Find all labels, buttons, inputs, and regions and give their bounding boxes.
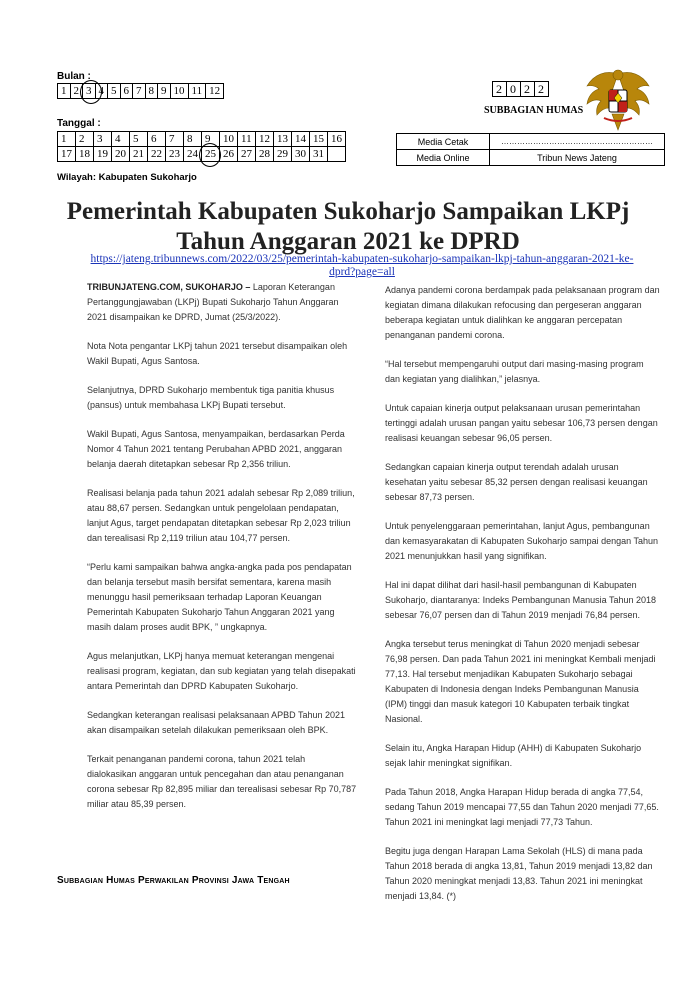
date-cell: 4: [112, 132, 130, 147]
date-cell: 3: [94, 132, 112, 147]
date-cell: 23: [166, 147, 184, 162]
article-paragraph: Pada Tahun 2018, Angka Harapan Hidup berada di angka 77,54, sedang Tahun 2019 mencapai 77,55 dan Tahun 2020 menjadi 77,65. Tahun 2021 ini meningkat lagi menjadi 77,73 Tahun.: [385, 787, 659, 827]
media-table: [396, 133, 665, 166]
article-paragraph: Realisasi belanja pada tahun 2021 adalah sebesar Rp 2,089 triliun, atau 88,67 persen. Sedangkan untuk pengelolaan pendapatan, lanjut Agus, target pendapatan ditetapkan sebesar Rp 2,023 triliun dan terealisasi Rp 2,119 triliun atau 104,77 persen.: [87, 488, 355, 543]
date-cell: [328, 147, 346, 162]
garuda-emblem-icon: [584, 64, 652, 134]
date-cell: 15: [310, 132, 328, 147]
article-paragraph: Sedangkan capaian kinerja output terendah adalah urusan kesehatan yaitu sebesar 85,32 persen dengan realisasi keuangan sebesar 87,73 persen.: [385, 462, 648, 502]
date-cell: 24: [184, 147, 202, 162]
date-grid: [57, 131, 346, 162]
article-paragraph: TRIBUNJATENG.COM, SUKOHARJO – Laporan Keterangan Pertanggungjawaban (LKPj) Bupati Sukoharjo Tahun Anggaran 2021 disampaikan ke DPRD, Jumat (25/3/2022).: [87, 282, 339, 322]
date-cell: 20: [112, 147, 130, 162]
title-line: Tahun Anggaran 2021 ke DPRD: [176, 228, 520, 255]
url-line[interactable]: dprd?page=all: [329, 266, 395, 278]
date-cell: 11: [238, 132, 256, 147]
date-cell: 28: [256, 147, 274, 162]
date-cell: 29: [274, 147, 292, 162]
article-paragraph: Sedangkan keterangan realisasi pelaksanaan APBD Tahun 2021 akan disampaikan setelah dilakukan pemeriksaan oleh BPK.: [87, 710, 346, 735]
article-paragraph: Selain itu, Angka Harapan Hidup (AHH) di Kabupaten Sukoharjo sejak lahir meningkat signifikan.: [385, 743, 642, 768]
date-cell: 22: [148, 147, 166, 162]
article-right-column: [385, 283, 661, 904]
article-paragraph: Wakil Bupati, Agus Santosa, menyampaikan, berdasarkan Perda Nomor 4 Tahun 2021 tentang Perubahan APBD 2021, anggaran belanja daerah ditetapkan sebesar Rp 2,356 triliun.: [87, 429, 345, 469]
date-cell: 21: [130, 147, 148, 162]
media-online-value: Tribun News Jateng: [490, 150, 665, 166]
article-paragraph: Agus melanjutkan, LKPj hanya memuat keterangan mengenai realisasi program, kegiatan, dan sub kegiatan yang telah disepakati antara Pemerintah dan DPRD Kabupaten Sukoharjo.: [87, 651, 356, 691]
article-paragraph: “Perlu kami sampaikan bahwa angka-angka pada pos pendapatan dan belanja tersebut masih bersifat sementara, karena masih menunggu hasil pemeriksaan terhadap Laporan Keuangan Pemerintah Kabupaten Sukoharjo Tahun Anggaran 2021 yang masih dalam proses audit BPK, ” ungkapnya.: [87, 562, 352, 632]
month-cell: 9: [158, 84, 171, 99]
month-cell: 10: [170, 84, 188, 99]
article-paragraph: Untuk capaian kinerja output pelaksanaan urusan pemerintahan tertinggi adalah urusan pangan yaitu sebesar 106,73 persen dengan realisasi keuangan sebesar 96,05 persen.: [385, 403, 658, 443]
month-cell: 12: [206, 84, 224, 99]
media-cetak-label: Media Cetak: [397, 134, 490, 150]
month-cell: 8: [145, 84, 158, 99]
date-cell: 5: [130, 132, 148, 147]
date-cell: 2: [76, 132, 94, 147]
article-paragraph: Untuk penyelenggaraan pemerintahan, lanjut Agus, pembangunan dan kemasyarakatan di Kabupaten Sukoharjo sampai dengan Tahun 2021 menunjukkan hasil yang signifikan.: [385, 521, 659, 561]
date-cell: 14: [292, 132, 310, 147]
article-title: [60, 197, 636, 257]
year-boxes: [492, 81, 549, 97]
date-cell: 18: [76, 147, 94, 162]
article-paragraph: Nota Nota pengantar LKPj tahun 2021 tersebut disampaikan oleh Wakil Bupati, Agus Santosa.: [87, 341, 348, 366]
month-cell: 5: [108, 84, 121, 99]
article-paragraph: Hal ini dapat dilihat dari hasil-hasil pembangunan di Kabupaten Sukoharjo, diantaranya: Indeks Pembangunan Manusia Tahun 2018 sebesar 76,07 persen dan di Tahun 2019 menjadi 76,84 persen.: [385, 580, 657, 620]
article-paragraph: Angka tersebut terus meningkat di Tahun 2020 menjadi sebesar 76,98 persen. Dan pada Tahun 2021 ini meningkat Kembali menjadi 77,13. Hal tersebut menjadikan Kabupaten Sukoharjo sebagai Kabupaten di Indonesia dengan Indeks Pembangunan Manusia (IPM) tinggi dan masuk kategori 10 Kabupaten terbaik tingkat Nasional.: [385, 639, 656, 724]
article-left-column: [87, 280, 357, 812]
month-cell: 11: [188, 84, 206, 99]
month-cell-selected: 3: [83, 84, 96, 99]
media-cetak-value: …………………………………………………: [490, 134, 665, 150]
date-cell: 6: [148, 132, 166, 147]
article-paragraph: Selanjutnya, DPRD Sukoharjo membentuk tiga panitia khusus (pansus) untuk membahasa LKPj Bupati tersebut.: [87, 385, 335, 410]
tanggal-label: Tanggal :: [57, 118, 101, 129]
date-cell: 10: [220, 132, 238, 147]
url-line[interactable]: https://jateng.tribunnews.com/2022/03/25/pemerintah-kabupaten-sukoharjo-sampaikan-lkpj-tahun-anggaran-2021-ke-: [90, 253, 634, 265]
media-online-label: Media Online: [397, 150, 490, 166]
date-cell: 12: [256, 132, 274, 147]
date-cell: 30: [292, 147, 310, 162]
footer-label: Subbagian Humas Perwakilan Provinsi Jawa Tengah: [57, 875, 290, 886]
date-cell: 17: [58, 147, 76, 162]
year-digit: 2: [493, 82, 507, 97]
month-grid: [57, 83, 224, 99]
date-cell: 16: [328, 132, 346, 147]
source-url-link[interactable]: [56, 253, 668, 279]
year-digit: 0: [507, 82, 521, 97]
month-cell: 6: [120, 84, 133, 99]
month-cell: 4: [95, 84, 108, 99]
date-cell: 7: [166, 132, 184, 147]
date-cell: 13: [274, 132, 292, 147]
date-cell: 26: [220, 147, 238, 162]
year-digit: 2: [535, 82, 549, 97]
bulan-label: Bulan :: [57, 71, 91, 82]
year-digit: 2: [521, 82, 535, 97]
title-line: Pemerintah Kabupaten Sukoharjo Sampaikan LKPj: [66, 198, 630, 225]
date-cell: 9: [202, 132, 220, 147]
dept-label: SUBBAGIAN HUMAS: [484, 105, 584, 116]
date-cell-selected: 25: [202, 147, 220, 162]
article-paragraph: Terkait penanganan pandemi corona, tahun 2021 telah dialokasikan anggaran untuk pencegahan dan atau penanganan corona sebesar Rp 82,895 miliar dan terealisasi sebesar Rp 70,787 miliar atau 85,39 persen.: [87, 754, 357, 809]
month-cell: 1: [58, 84, 71, 99]
month-cell: 2: [70, 84, 83, 99]
dateline: TRIBUNJATENG.COM, SUKOHARJO –: [87, 282, 251, 292]
date-cell: 1: [58, 132, 76, 147]
article-paragraph: Begitu juga dengan Harapan Lama Sekolah (HLS) di mana pada Tahun 2018 berada di angka 13,81, Tahun 2019 menjadi 13,82 dan Tahun 2020 meningkat menjadi 13,83. Tahun 2021 ini meningkat menjadi 13,84. (*): [385, 846, 653, 901]
date-cell: 8: [184, 132, 202, 147]
article-paragraph: Adanya pandemi corona berdampak pada pelaksanaan program dan kegiatan dimana dilakukan refocusing dan pergeseran anggaran beberapa kegiatan untuk dialihkan ke anggaran percepatan penanganan pandemi corona.: [385, 285, 660, 340]
month-cell: 7: [133, 84, 146, 99]
date-cell: 27: [238, 147, 256, 162]
date-cell: 31: [310, 147, 328, 162]
date-cell: 19: [94, 147, 112, 162]
article-paragraph: “Hal tersebut mempengaruhi output dari masing-masing program dan kegiatan yang dialihkan,” jelasnya.: [385, 359, 644, 384]
wilayah-label: Wilayah: Kabupaten Sukoharjo: [57, 172, 197, 183]
